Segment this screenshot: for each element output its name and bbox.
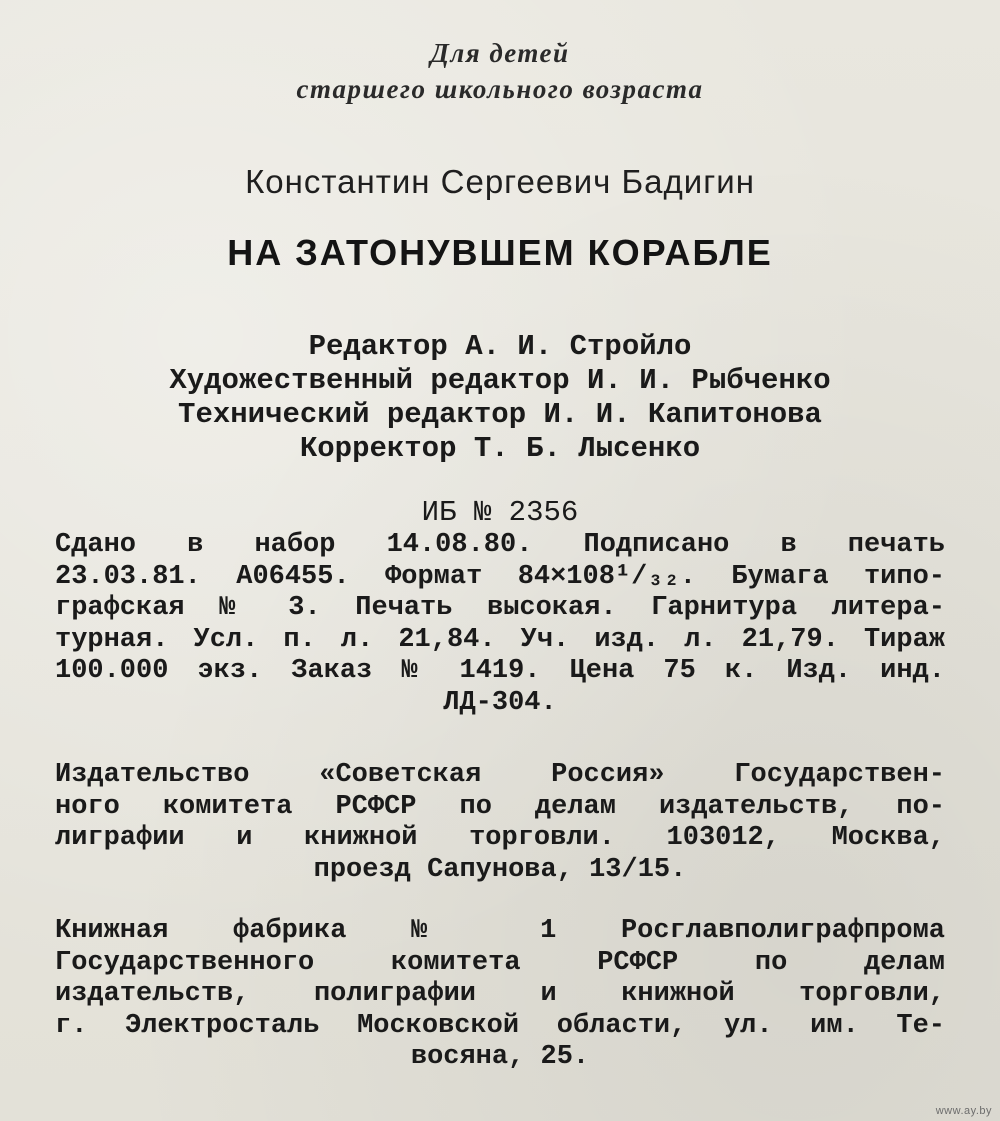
production-info-line: турная. Усл. п. л. 21,84. Уч. изд. л. 21,79. Тираж [55, 624, 945, 655]
printer-info [55, 916, 945, 1074]
production-info-line: ЛД-304. [443, 687, 557, 718]
ib-number: ИБ № 2356 [421, 496, 579, 529]
credit-technical-editor: Технический редактор И. И. Капитонова [178, 398, 822, 431]
printer-info-line: Государственного комитета РСФСР по делам [55, 947, 945, 978]
printer-info-line: г. Электросталь Московской области, ул. им. Те- [55, 1010, 945, 1041]
credit-art-editor: Художественный редактор И. И. Рыбченко [169, 364, 831, 397]
audience-line-1: Для детей [430, 38, 570, 68]
production-info-line: графская № 3. Печать высокая. Гарнитура литера- [55, 593, 945, 623]
production-info [55, 530, 945, 719]
credit-editor: Редактор А. И. Стройло [308, 330, 692, 363]
publisher-info-line: Издательство «Советская Россия» Государствен- [55, 760, 945, 790]
publisher-info [55, 760, 945, 886]
printer-info-line: восяна, 25. [410, 1042, 590, 1072]
site-watermark: www.ay.by [935, 1105, 992, 1117]
credit-proofreader: Корректор Т. Б. Лысенко [299, 432, 701, 465]
production-info-line: Сдано в набор 14.08.80. Подписано в печать [55, 530, 945, 560]
publisher-info-line: проезд Сапунова, 13/15. [313, 854, 687, 885]
production-info-line: 23.03.81. А06455. Формат 84×108¹/₃₂. Бумага типо- [55, 561, 945, 592]
printer-info-line: Книжная фабрика № 1 Росглавполиграфпрома [55, 916, 945, 946]
audience-line-2: старшего школьного возраста [296, 74, 704, 104]
publisher-info-line: лиграфии и книжной торговли. 103012, Москва, [55, 823, 945, 853]
production-info-line: 100.000 экз. Заказ № 1419. Цена 75 к. Изд. инд. [55, 656, 945, 686]
book-title: НА ЗАТОНУВШЕМ КОРАБЛЕ [227, 232, 773, 273]
publisher-info-line: ного комитета РСФСР по делам издательств, по- [55, 791, 945, 822]
author-name: Константин Сергеевич Бадигин [245, 163, 755, 200]
printer-info-line: издательств, полиграфии и книжной торговли, [55, 979, 945, 1009]
